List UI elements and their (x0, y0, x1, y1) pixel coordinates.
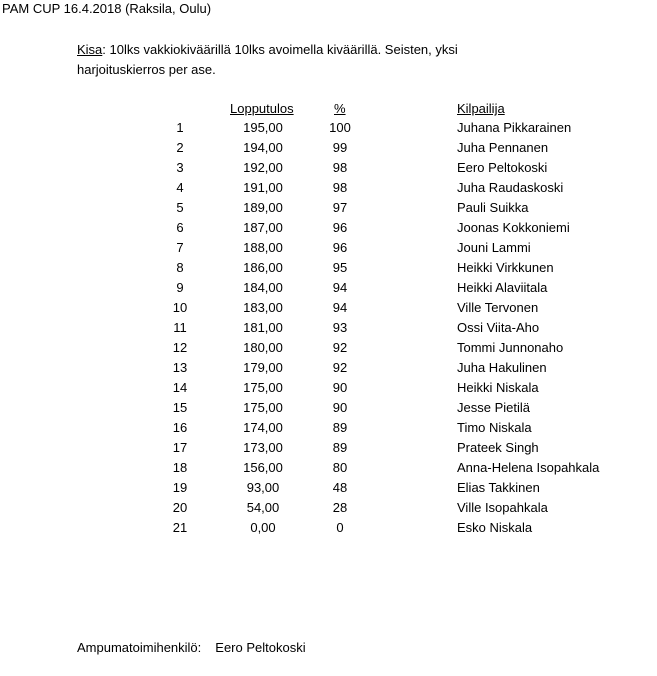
rank-cell: 20 (172, 500, 188, 515)
rank-cell: 5 (176, 200, 184, 215)
score-cell: 194,00 (243, 140, 283, 155)
score-cell: 0,00 (250, 520, 276, 535)
competitor-cell: Ville Tervonen (457, 300, 539, 315)
score-cell: 186,00 (243, 260, 283, 275)
table-row (0, 498, 657, 518)
competition-text: : 10lks vakkiokiväärillä 10lks avoimella kiväärillä. Seisten, yksi harjoituskierros per ase. (77, 42, 458, 77)
percent-cell: 99 (332, 140, 348, 155)
percent-cell: 28 (332, 500, 348, 515)
rank-cell: 3 (176, 160, 184, 175)
table-row (0, 398, 657, 418)
percent-cell: 95 (332, 260, 348, 275)
competitor-cell: Joonas Kokkoniemi (457, 220, 570, 235)
table-row (0, 478, 657, 498)
percent-cell: 0 (336, 520, 344, 535)
table-row (0, 238, 657, 258)
percent-cell: 98 (332, 160, 348, 175)
percent-cell: 94 (332, 280, 348, 295)
competitor-cell: Jesse Pietilä (457, 400, 530, 415)
competitor-cell: Anna-Helena Isopahkala (457, 460, 600, 475)
score-cell: 174,00 (243, 420, 283, 435)
percent-cell: 97 (332, 200, 348, 215)
score-cell: 54,00 (246, 500, 280, 515)
score-cell: 192,00 (243, 160, 283, 175)
table-row (0, 178, 657, 198)
results-table (0, 118, 657, 538)
rank-cell: 6 (176, 220, 184, 235)
range-officer-name: Eero Peltokoski (215, 640, 306, 655)
competitor-cell: Timo Niskala (457, 420, 532, 435)
table-row (0, 138, 657, 158)
competition-description (77, 40, 537, 80)
percent-cell: 96 (332, 220, 348, 235)
rank-cell: 16 (172, 420, 188, 435)
table-row (0, 258, 657, 278)
header-score: Lopputulos (230, 101, 294, 116)
table-row (0, 278, 657, 298)
percent-cell: 100 (329, 120, 351, 135)
table-row (0, 358, 657, 378)
score-cell: 180,00 (243, 340, 283, 355)
percent-cell: 94 (332, 300, 348, 315)
score-cell: 183,00 (243, 300, 283, 315)
score-cell: 93,00 (246, 480, 280, 495)
rank-cell: 19 (172, 480, 188, 495)
competition-label: Kisa (77, 42, 103, 57)
percent-cell: 89 (332, 420, 348, 435)
competitor-cell: Juha Hakulinen (457, 360, 547, 375)
percent-cell: 92 (332, 340, 348, 355)
competitor-cell: Juha Pennanen (457, 140, 549, 155)
table-row (0, 298, 657, 318)
competitor-cell: Eero Peltokoski (457, 160, 548, 175)
rank-cell: 12 (172, 340, 188, 355)
score-cell: 195,00 (243, 120, 283, 135)
page-title: PAM CUP 16.4.2018 (Raksila, Oulu) (2, 1, 212, 16)
competitor-cell: Juha Raudaskoski (457, 180, 564, 195)
table-row (0, 418, 657, 438)
header-percent: % (334, 101, 346, 116)
percent-cell: 89 (332, 440, 348, 455)
score-cell: 184,00 (243, 280, 283, 295)
table-row (0, 318, 657, 338)
score-cell: 175,00 (243, 380, 283, 395)
header-competitor: Kilpailija (457, 101, 505, 116)
competitor-cell: Ossi Viita-Aho (457, 320, 540, 335)
percent-cell: 92 (332, 360, 348, 375)
rank-cell: 14 (172, 380, 188, 395)
score-cell: 187,00 (243, 220, 283, 235)
score-cell: 188,00 (243, 240, 283, 255)
competitor-cell: Esko Niskala (457, 520, 533, 535)
range-officer-label: Ampumatoimihenkilö: (77, 640, 202, 655)
score-cell: 181,00 (243, 320, 283, 335)
competitor-cell: Pauli Suikka (457, 200, 529, 215)
table-row (0, 438, 657, 458)
table-row (0, 158, 657, 178)
competitor-cell: Juhana Pikkarainen (457, 120, 572, 135)
competitor-cell: Elias Takkinen (457, 480, 540, 495)
competitor-cell: Ville Isopahkala (457, 500, 548, 515)
rank-cell: 15 (172, 400, 188, 415)
percent-cell: 48 (332, 480, 348, 495)
score-cell: 191,00 (243, 180, 283, 195)
competitor-cell: Prateek Singh (457, 440, 539, 455)
rank-cell: 17 (172, 440, 188, 455)
percent-cell: 90 (332, 380, 348, 395)
percent-cell: 96 (332, 240, 348, 255)
score-cell: 156,00 (243, 460, 283, 475)
rank-cell: 8 (176, 260, 184, 275)
rank-cell: 13 (172, 360, 188, 375)
rank-cell: 4 (176, 180, 184, 195)
competitor-cell: Heikki Alaviitala (457, 280, 548, 295)
score-cell: 173,00 (243, 440, 283, 455)
percent-cell: 98 (332, 180, 348, 195)
rank-cell: 18 (172, 460, 188, 475)
range-officer (77, 639, 306, 657)
rank-cell: 7 (176, 240, 184, 255)
table-row (0, 218, 657, 238)
table-row (0, 518, 657, 538)
competitor-cell: Tommi Junnonaho (457, 340, 564, 355)
table-row (0, 458, 657, 478)
percent-cell: 80 (332, 460, 348, 475)
rank-cell: 10 (172, 300, 188, 315)
table-row (0, 338, 657, 358)
competitor-cell: Heikki Virkkunen (457, 260, 554, 275)
percent-cell: 90 (332, 400, 348, 415)
score-cell: 175,00 (243, 400, 283, 415)
score-cell: 189,00 (243, 200, 283, 215)
percent-cell: 93 (332, 320, 348, 335)
rank-cell: 21 (172, 520, 188, 535)
table-row (0, 198, 657, 218)
table-row (0, 378, 657, 398)
rank-cell: 11 (173, 320, 187, 335)
rank-cell: 9 (176, 280, 184, 295)
competitor-cell: Heikki Niskala (457, 380, 539, 395)
rank-cell: 2 (176, 140, 184, 155)
score-cell: 179,00 (243, 360, 283, 375)
table-row (0, 118, 657, 138)
rank-cell: 1 (176, 120, 184, 135)
competitor-cell: Jouni Lammi (457, 240, 531, 255)
